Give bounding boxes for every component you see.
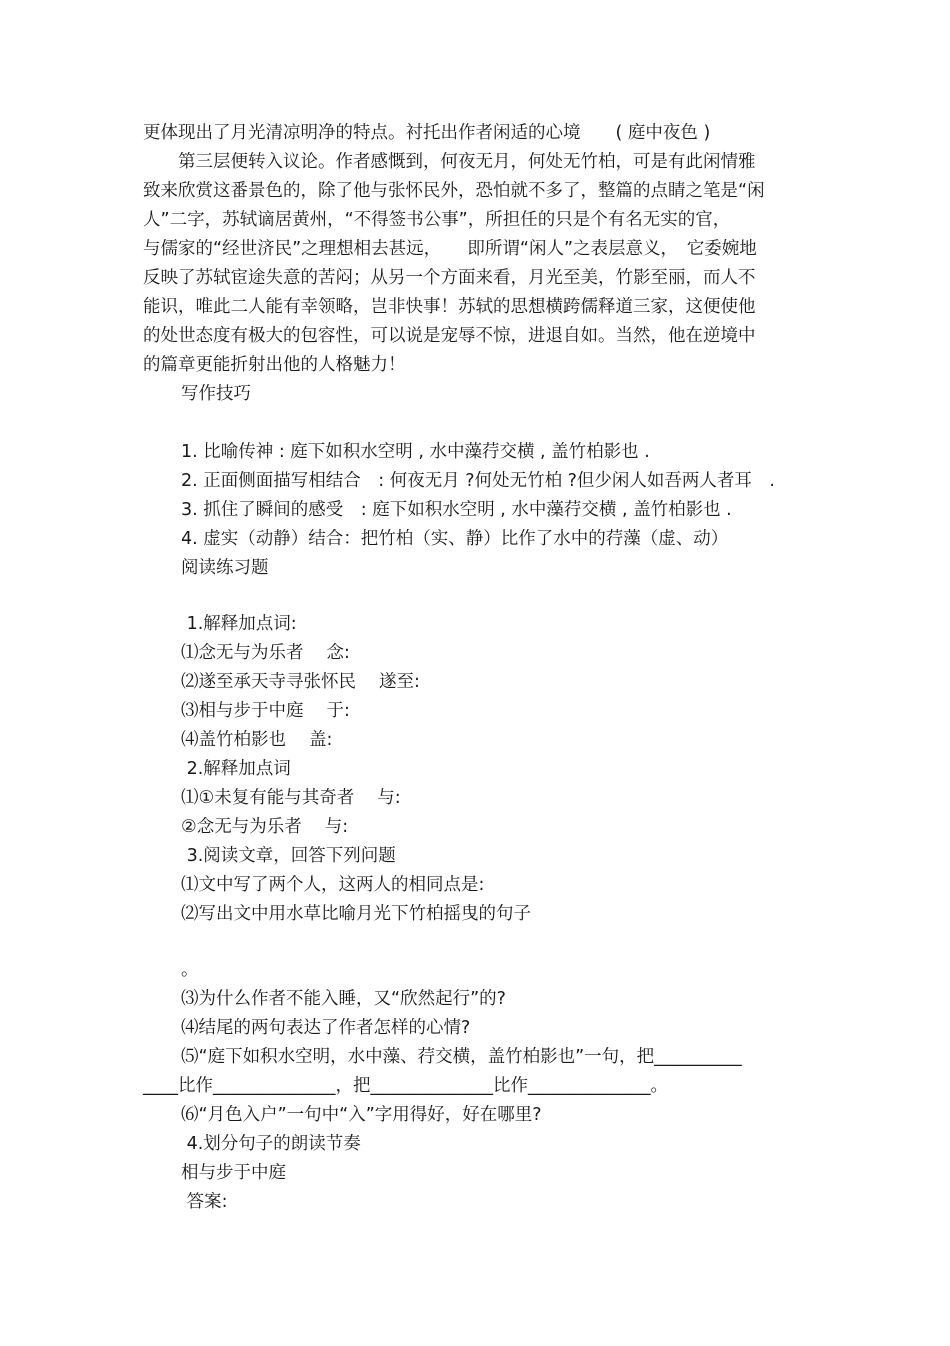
question-item: ⑵写出文中用水草比喻月光下竹柏摇曳的句子 xyxy=(181,904,531,924)
text-line: 的处世态度有极大的包容性，可以说是宠辱不惊，进退自如。当然，他在逆境中 xyxy=(143,326,756,346)
text-line: 的篇章更能折射出他的人格魅力！ xyxy=(143,355,406,375)
question-item: ⑵遂至承天寺寻张怀民 遂至: xyxy=(181,672,420,692)
section-heading: 写作技巧 xyxy=(181,384,251,404)
text-line: 能识，唯此二人能有幸领略，岂非快事！苏轼的思想横跨儒释道三家，这便使他 xyxy=(143,297,756,317)
list-item: 1. 比喻传神 : 庭下如积水空明 , 水中藻荇交横 , 盖竹柏影也 . xyxy=(181,442,650,462)
list-item: 2. 正面侧面描写相结合 : 何夜无月 ?何处无竹柏 ?但少闲人如吾两人者耳 . xyxy=(181,471,775,491)
question-item: ⑴文中写了两个人，这两人的相同点是: xyxy=(181,875,485,895)
text-line: 反映了苏轼宦途失意的苦闷；从另一个方面来看，月光至美，竹影至丽，而人不 xyxy=(143,268,756,288)
question-item: ⑶相与步于中庭 于: xyxy=(181,701,350,721)
question-item-continued: ____比作______________，把______________比作______________。 xyxy=(143,1076,668,1096)
text-line: 人”二字，苏轼谪居黄州，“不得签书公事”，所担任的只是个有名无实的官， xyxy=(143,210,731,230)
list-item: 4. 虚实（动静）结合：把竹柏（实、静）比作了水中的荇藻（虚、动） xyxy=(181,529,729,549)
question-item: 相与步于中庭 xyxy=(181,1163,286,1183)
question-heading: 3.阅读文章，回答下列问题 xyxy=(181,846,396,866)
question-item: ⑹“月色入户”一句中“入”字用得好，好在哪里? xyxy=(181,1105,542,1125)
question-item: ⑴①未复有能与其奇者 与: xyxy=(181,788,401,808)
text-line: 与儒家的“经世济民”之理想相去甚远， 即所谓“闲人”之表层意义， 它委婉地 xyxy=(143,239,757,259)
question-item: ⑴念无与为乐者 念: xyxy=(181,643,350,663)
question-item: ⑷盖竹柏影也 盖: xyxy=(181,730,333,750)
list-item: 3. 抓住了瞬间的感受 : 庭下如积水空明 , 水中藻荇交横 , 盖竹柏影也 . xyxy=(181,500,732,520)
question-item: ⑸“庭下如积水空明，水中藻、荇交横，盖竹柏影也”一句，把__________ xyxy=(181,1047,742,1067)
text-line: 。 xyxy=(181,960,199,980)
text-line: 第三层便转入议论。作者感慨到，何夜无月，何处无竹柏，可是有此闲情雅 xyxy=(143,152,756,172)
question-item: ⑷结尾的两句表达了作者怎样的心情? xyxy=(181,1018,471,1038)
question-item: ⑶为什么作者不能入睡，又“欣然起行”的? xyxy=(181,989,506,1009)
question-heading: 1.解释加点词: xyxy=(181,614,297,634)
text-line: 致来欣赏这番景色的，除了他与张怀民外，恐怕就不多了，整篇的点睛之笔是“闲 xyxy=(143,181,765,201)
question-heading: 4.划分句子的朗读节奏 xyxy=(181,1134,361,1154)
question-item: ②念无与为乐者 与: xyxy=(181,817,349,837)
text-line: 更体现出了月光清凉明净的特点。衬托出作者闲适的心境 ( 庭中夜色 ) xyxy=(143,123,711,143)
section-heading: 阅读练习题 xyxy=(181,558,269,578)
question-heading: 2.解释加点词 xyxy=(181,759,291,779)
answer-heading: 答案: xyxy=(181,1192,228,1212)
